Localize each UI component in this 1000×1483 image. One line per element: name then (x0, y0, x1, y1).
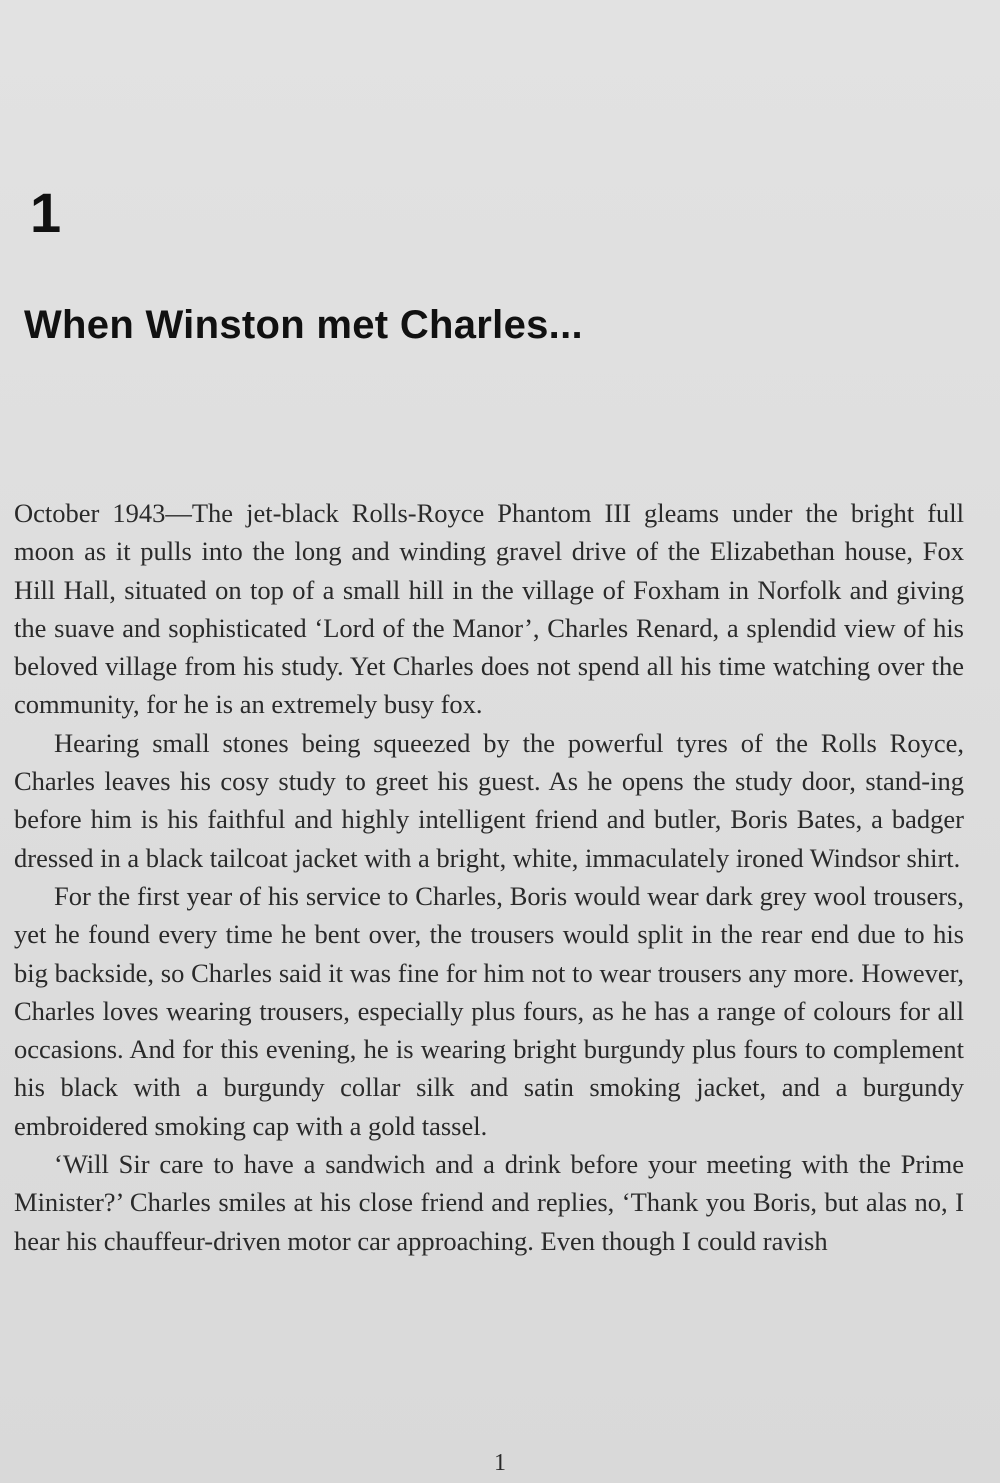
body-text (14, 494, 964, 1260)
chapter-number: 1 (30, 181, 62, 244)
paragraph-2: Hearing small stones being squeezed by the powerful tyres of the Rolls Royce, Charles leaves his cosy study to greet his guest. As he opens the study door, stand-ing before him is his faithful and highly intelligent friend and butler, Boris Bates, a badger dressed in a black tailcoat jacket with a bright, white, immaculately ironed Windsor shirt. (14, 727, 964, 873)
paragraph-1: October 1943—The jet-black Rolls-Royce Phantom III gleams under the bright full moon as it pulls into the long and winding gravel drive of the Elizabethan house, Fox Hill Hall, situated on top of a small hill in the village of Foxham in Norfolk and giving the suave and sophisticated ‘Lord of the Manor’, Charles Renard, a splendid view of his beloved village from his study. Yet Charles does not spend all his time watching over the community, for he is an extremely busy fox. (14, 498, 964, 720)
chapter-title: When Winston met Charles... (24, 303, 583, 347)
paragraph-4: ‘Will Sir care to have a sandwich and a drink before your meeting with the Prime Minister?’ Charles smiles at his close friend and replies, ‘Thank you Boris, but alas no, I hear his chauffeur-driven motor car approaching. Even though I could ravish (14, 1149, 964, 1256)
page-number: 1 (494, 1450, 506, 1476)
paragraph-3: For the first year of his service to Charles, Boris would wear dark grey wool trousers, yet he found every time he bent over, the trousers would split in the rear end due to his big backside, so Charles said it was fine for him not to wear trousers any more. However, Charles loves wearing trousers, especially plus fours, as he has a range of colours for all occasions. And for this evening, he is wearing bright burgundy plus fours to complement his black with a burgundy collar silk and satin smoking jacket, and a burgundy embroidered smoking cap with a gold tassel. (14, 880, 964, 1141)
